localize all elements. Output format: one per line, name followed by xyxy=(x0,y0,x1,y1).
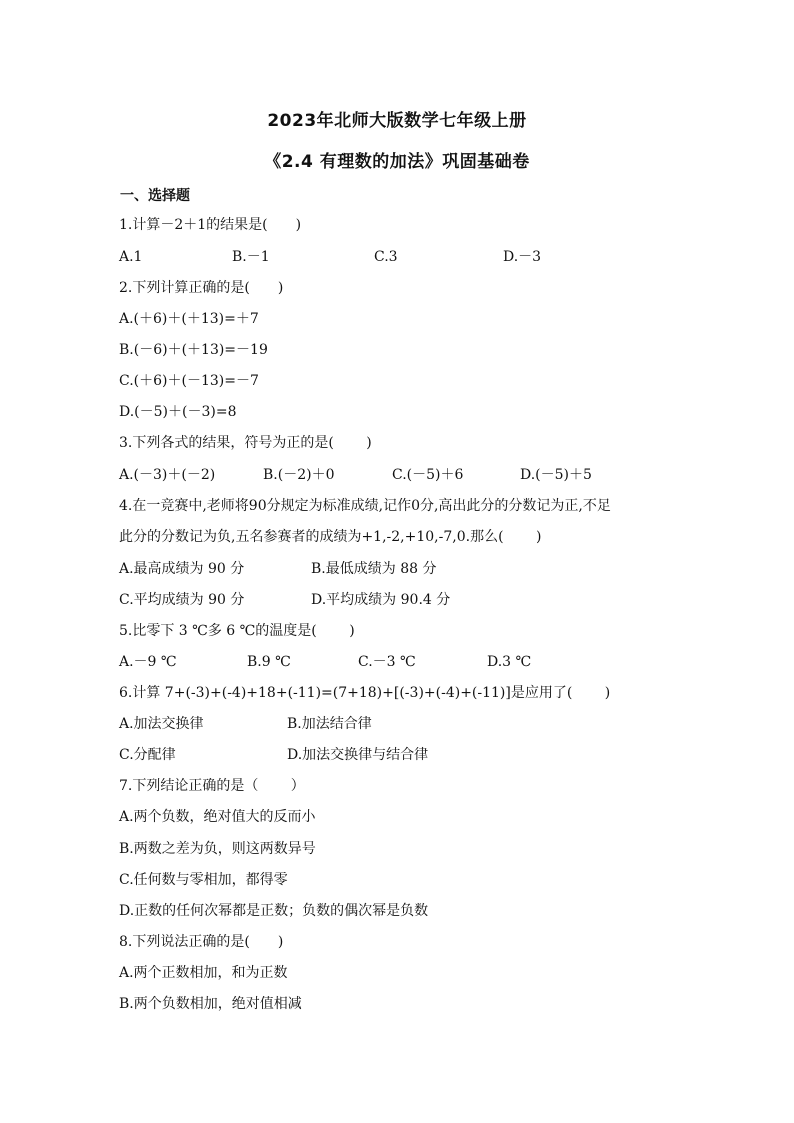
option-b: B.最低成绩为 88 分 xyxy=(311,561,437,577)
question-stem: 2.下列计算正确的是( ) xyxy=(119,280,284,296)
option-c: C.任何数与零相加，都得零 xyxy=(119,872,288,888)
option-b: B.两数之差为负，则这两数异号 xyxy=(119,841,316,857)
document-title: 2023年北师大版数学七年级上册 xyxy=(267,111,527,131)
option-a: A.两个正数相加，和为正数 xyxy=(119,965,288,981)
option-b: B.9 ℃ xyxy=(247,654,291,670)
option-b: B.两个负数相加，绝对值相减 xyxy=(119,996,302,1012)
option-a: A.1 xyxy=(119,249,143,265)
question-stem: 4.在一竞赛中,老师将90分规定为标准成绩,记作0分,高出此分的分数记为正,不足 xyxy=(119,498,611,514)
option-c: C.分配律 xyxy=(119,747,176,763)
option-d: D.(－5)＋(－3)=8 xyxy=(119,404,237,420)
option-a: A.加法交换律 xyxy=(119,716,204,732)
option-d: D.3 ℃ xyxy=(487,654,532,670)
option-a: A.(＋6)＋(＋13)=＋7 xyxy=(119,311,259,327)
question-stem: 3.下列各式的结果，符号为正的是( ) xyxy=(119,435,372,451)
option-c: C.平均成绩为 90 分 xyxy=(119,592,245,608)
option-c: C.－3 ℃ xyxy=(358,654,416,670)
option-c: C.(＋6)＋(－13)=－7 xyxy=(119,373,259,389)
option-d: D.(－5)＋5 xyxy=(520,467,592,483)
option-a: A.两个负数，绝对值大的反而小 xyxy=(119,809,316,825)
option-a: A.－9 ℃ xyxy=(119,654,177,670)
option-d: D.平均成绩为 90.4 分 xyxy=(311,592,451,608)
option-b: B.－1 xyxy=(232,249,270,265)
option-b: B.(－2)＋0 xyxy=(263,467,335,483)
section-heading: 一、选择题 xyxy=(120,188,190,204)
question-stem: 7.下列结论正确的是（ ） xyxy=(119,778,305,794)
option-a: A.最高成绩为 90 分 xyxy=(119,561,245,577)
option-a: A.(－3)＋(－2) xyxy=(119,467,216,483)
option-d: D.加法交换律与结合律 xyxy=(287,747,429,763)
option-d: D.正数的任何次幂都是正数；负数的偶次幂是负数 xyxy=(119,903,429,919)
document-subtitle: 《2.4 有理数的加法》巩固基础卷 xyxy=(264,152,530,172)
question-stem-continued: 此分的分数记为负,五名参赛者的成绩为+1,-2,+10,-7,0.那么( ) xyxy=(119,529,542,545)
question-stem: 6.计算 7+(-3)+(-4)+18+(-11)=(7+18)+[(-3)+(-4)+(-11)]是应用了( ) xyxy=(119,685,611,701)
question-stem: 5.比零下 3 ℃多 6 ℃的温度是( ) xyxy=(119,623,355,639)
option-b: B.加法结合律 xyxy=(287,716,372,732)
option-c: C.(－5)＋6 xyxy=(392,467,464,483)
question-stem: 8.下列说法正确的是( ) xyxy=(119,934,284,950)
question-stem: 1.计算－2＋1的结果是( ) xyxy=(119,217,302,233)
option-b: B.(－6)＋(＋13)=－19 xyxy=(119,342,268,358)
option-d: D.－3 xyxy=(503,249,542,265)
option-c: C.3 xyxy=(374,249,398,265)
